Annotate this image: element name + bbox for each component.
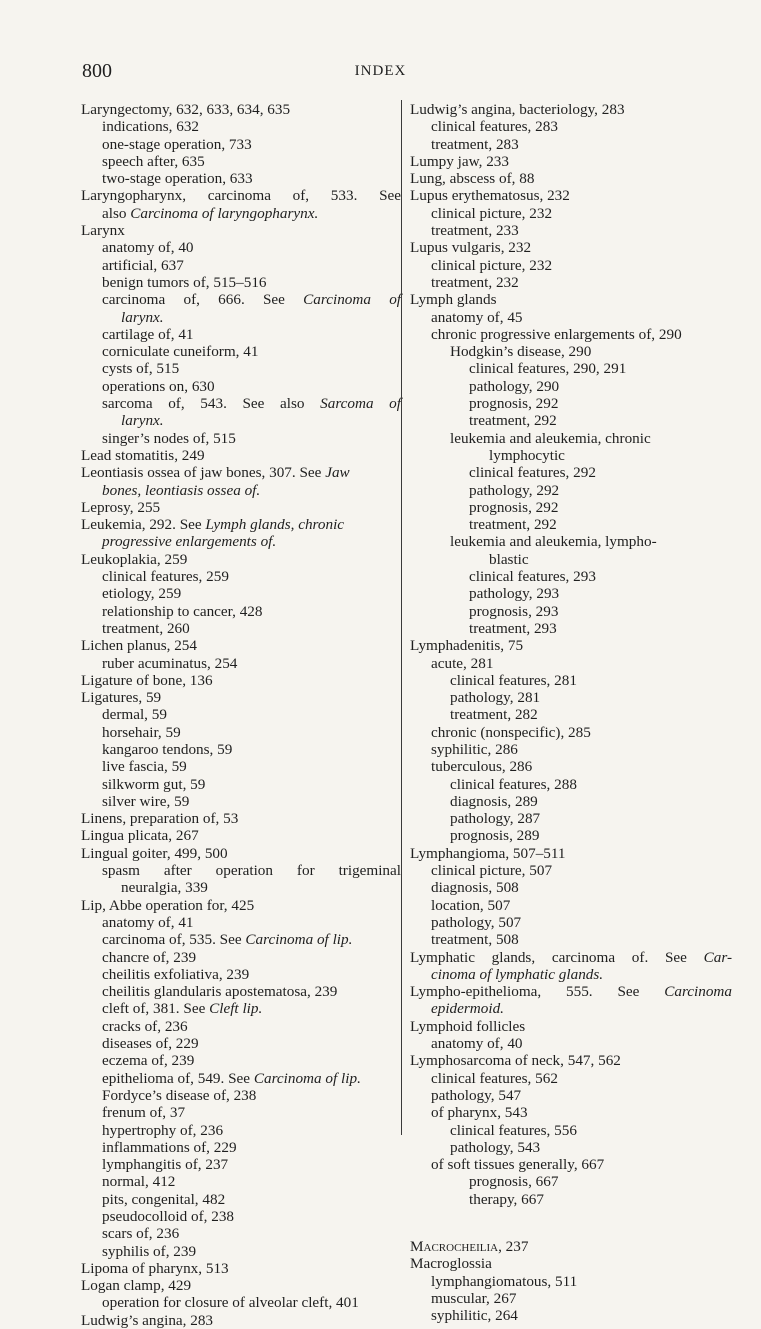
entry-text: corniculate cuneiform, 41 — [102, 343, 259, 361]
index-subentry — [81, 741, 401, 758]
entry-text: clinical features, 281 — [450, 671, 577, 689]
index-subentry — [410, 724, 732, 741]
index-subentry — [410, 897, 732, 914]
entry-text: treatment, 293 — [469, 619, 557, 637]
index-entry — [81, 499, 401, 516]
entry-text: chronic (nonspecific), 285 — [431, 723, 591, 741]
index-subentry — [410, 516, 732, 533]
entry-text: Ligatures, 59 — [81, 689, 162, 707]
entry-text: hypertrophy of, 236 — [102, 1121, 224, 1139]
index-subentry — [410, 1290, 732, 1307]
entry-text: Lupus erythematosus, 232 — [410, 187, 570, 205]
index-subentry — [410, 879, 732, 896]
index-subentry — [410, 309, 732, 326]
entry-text: neuralgia, 339 — [121, 879, 208, 897]
index-subentry — [81, 776, 401, 793]
entry-text: Lipoma of pharynx, 513 — [81, 1259, 229, 1277]
cross-reference: Lymph glands, chronic — [205, 516, 345, 534]
entry-text: clinical picture, 232 — [431, 256, 553, 274]
index-entry — [81, 222, 401, 239]
entry-text: prognosis, 293 — [469, 602, 559, 620]
index-subentry — [81, 326, 401, 343]
index-subentry — [410, 430, 732, 447]
index-subentry — [410, 966, 732, 983]
index-subentry — [81, 1139, 401, 1156]
entry-text: anatomy of, 40 — [431, 1035, 523, 1053]
entry-text: leukemia and aleukemia, chronic — [450, 429, 651, 447]
entry-text: Leprosy, 255 — [81, 498, 161, 516]
index-subentry — [410, 1122, 732, 1139]
index-subentry — [410, 222, 732, 239]
cross-reference: cinoma of lymphatic glands. — [431, 965, 604, 983]
index-subentry — [81, 274, 401, 291]
index-subentry — [410, 360, 732, 377]
entry-text: dermal, 59 — [102, 706, 167, 724]
cross-reference: larynx. — [121, 308, 164, 326]
entry-text: pathology, 281 — [450, 689, 541, 707]
index-subentry — [81, 1173, 401, 1190]
index-subentry — [81, 1052, 401, 1069]
index-column-left — [81, 101, 401, 1329]
entry-text: chancre of, 239 — [102, 948, 197, 966]
index-subentry — [410, 810, 732, 827]
index-subentry — [410, 1000, 732, 1017]
index-subentry — [81, 1294, 401, 1311]
index-entry — [81, 637, 401, 654]
index-entry — [410, 983, 732, 1000]
entry-text: Lung, abscess of, 88 — [410, 170, 535, 188]
index-subentry — [81, 1000, 401, 1017]
index-subentry — [81, 879, 401, 896]
entry-text: treatment, 283 — [431, 135, 519, 153]
index-entry — [81, 1260, 401, 1277]
entry-text: horsehair, 59 — [102, 723, 181, 741]
index-entry — [410, 1255, 732, 1272]
cross-reference: larynx. — [121, 412, 164, 430]
entry-text: indications, 632 — [102, 118, 200, 136]
entry-text: diagnosis, 508 — [431, 879, 519, 897]
entry-text: Logan clamp, 429 — [81, 1277, 192, 1295]
entry-text: blastic — [489, 550, 529, 568]
entry-text: sarcoma of, 543. See also — [102, 395, 321, 413]
entry-text: anatomy of, 41 — [102, 913, 194, 931]
index-entry — [410, 291, 732, 308]
index-subentry — [410, 1070, 732, 1087]
entry-text: clinical features, 292 — [469, 464, 596, 482]
index-subentry — [81, 430, 401, 447]
index-subentry — [410, 776, 732, 793]
cross-reference: bones, leontiasis ossea of. — [102, 481, 261, 499]
index-subentry — [410, 395, 732, 412]
index-subentry — [410, 499, 732, 516]
index-subentry — [81, 1208, 401, 1225]
entry-text: inflammations of, 229 — [102, 1138, 237, 1156]
index-entry — [81, 1277, 401, 1294]
entry-text: singer’s nodes of, 515 — [102, 429, 236, 447]
index-entry — [81, 101, 401, 118]
index-subentry — [81, 585, 401, 602]
index-entry — [410, 187, 732, 204]
entry-text: Leukemia, 292. See — [81, 516, 206, 534]
index-subentry — [81, 758, 401, 775]
cross-reference: progressive enlargements of. — [102, 533, 277, 551]
index-entry — [81, 516, 401, 533]
index-entry — [81, 464, 401, 481]
entry-text: pseudocolloid of, 238 — [102, 1208, 235, 1225]
index-subentry — [410, 1307, 732, 1324]
entry-text: clinical features, 283 — [431, 118, 558, 136]
entry-text: benign tumors of, 515–516 — [102, 273, 267, 291]
entry-text: cheilitis glandularis apostematosa, 239 — [102, 983, 338, 1001]
entry-text: syphilis of, 239 — [102, 1242, 197, 1260]
index-entry — [81, 1312, 401, 1329]
index-subentry — [81, 395, 401, 412]
running-head: INDEX — [354, 63, 407, 79]
entry-text: syphilitic, 286 — [431, 740, 518, 758]
index-subentry — [81, 309, 401, 326]
entry-text: diseases of, 229 — [102, 1035, 199, 1053]
entry-text: Leontiasis ossea of jaw bones, 307. See — [81, 464, 326, 482]
entry-text: leukemia and aleukemia, lympho- — [450, 533, 657, 551]
index-subentry — [81, 343, 401, 360]
index-subentry — [81, 1191, 401, 1208]
entry-text: speech after, 635 — [102, 152, 205, 170]
entry-text: treatment, 282 — [450, 706, 538, 724]
entry-text: pits, congenital, 482 — [102, 1190, 226, 1208]
index-entry — [410, 1018, 732, 1035]
index-subentry — [81, 966, 401, 983]
entry-text: operations on, 630 — [102, 377, 215, 395]
entry-text: Larynx — [81, 222, 125, 240]
entry-text: of soft tissues generally, 667 — [431, 1156, 605, 1174]
entry-text: cartilage of, 41 — [102, 325, 194, 343]
entry-text: one-stage operation, 733 — [102, 135, 252, 153]
index-subentry — [410, 378, 732, 395]
index-subentry — [410, 447, 732, 464]
index-subentry — [410, 257, 732, 274]
entry-text: pathology, 287 — [450, 810, 541, 828]
entry-text: Lingua plicata, 267 — [81, 827, 199, 845]
index-subentry — [81, 1018, 401, 1035]
entry-text: carcinoma of, 666. See — [102, 291, 304, 309]
index-subentry — [410, 274, 732, 291]
index-entry — [410, 170, 732, 187]
entry-text: Leukoplakia, 259 — [81, 550, 188, 568]
entry-text: treatment, 260 — [102, 619, 190, 637]
index-subentry — [410, 551, 732, 568]
small-caps-heading: Macrocheilia — [410, 1238, 499, 1255]
index-subentry — [410, 205, 732, 222]
index-subentry — [81, 1243, 401, 1260]
index-subentry — [410, 706, 732, 723]
index-subentry — [410, 603, 732, 620]
index-subentry — [81, 949, 401, 966]
index-column-right — [410, 101, 732, 1324]
index-entry — [410, 101, 732, 118]
index-subentry — [410, 343, 732, 360]
index-subentry — [410, 655, 732, 672]
index-subentry — [81, 568, 401, 585]
cross-reference: Carcinoma of — [303, 291, 402, 309]
entry-text: lymphangiomatous, 511 — [431, 1272, 578, 1290]
entry-text: prognosis, 292 — [469, 395, 559, 413]
index-entry — [81, 672, 401, 689]
entry-text: pathology, 507 — [431, 913, 522, 931]
index-subentry — [81, 1070, 401, 1087]
entry-text: treatment, 233 — [431, 222, 519, 240]
entry-text: pathology, 543 — [450, 1138, 541, 1156]
entry-text: clinical features, 293 — [469, 568, 596, 586]
entry-text: kangaroo tendons, 59 — [102, 740, 233, 758]
entry-text: prognosis, 667 — [469, 1173, 559, 1191]
entry-text: eczema of, 239 — [102, 1052, 195, 1070]
cross-reference: Cleft lip. — [209, 1000, 263, 1018]
cross-reference: Carcinoma of lip. — [253, 1069, 361, 1087]
entry-text: Lympho-epithelioma, 555. See — [410, 983, 665, 1001]
index-subentry — [410, 793, 732, 810]
entry-text: Lymphosarcoma of neck, 547, 562 — [410, 1052, 621, 1070]
index-entry — [410, 153, 732, 170]
entry-text: scars of, 236 — [102, 1225, 180, 1243]
entry-text: clinical picture, 232 — [431, 204, 553, 222]
section-gap — [410, 1208, 732, 1238]
index-entry — [81, 810, 401, 827]
index-subentry — [81, 1122, 401, 1139]
index-subentry — [81, 706, 401, 723]
index-subentry — [410, 672, 732, 689]
page-header — [0, 60, 761, 84]
cross-reference: Carcinoma of lip. — [245, 931, 353, 949]
index-subentry — [81, 257, 401, 274]
index-subentry — [81, 118, 401, 135]
entry-text: frenum of, 37 — [102, 1104, 186, 1122]
index-subentry — [410, 1104, 732, 1121]
entry-text: Lichen planus, 254 — [81, 637, 197, 655]
index-subentry — [81, 136, 401, 153]
entry-text: cleft of, 381. See — [102, 1000, 210, 1018]
index-subentry — [410, 1035, 732, 1052]
entry-text: Lingual goiter, 499, 500 — [81, 844, 228, 862]
entry-text: acute, 281 — [431, 654, 494, 672]
entry-text: pathology, 292 — [469, 481, 560, 499]
index-entry — [81, 827, 401, 844]
entry-text: spasm after operation for trigeminal — [102, 862, 401, 880]
entry-text: Lupus vulgaris, 232 — [410, 239, 532, 257]
index-subentry — [410, 1139, 732, 1156]
entry-text: pathology, 290 — [469, 377, 560, 395]
cross-reference: epidermoid. — [431, 1000, 504, 1018]
index-subentry — [81, 482, 401, 499]
index-subentry — [81, 655, 401, 672]
index-subentry — [81, 1225, 401, 1242]
entry-text: tuberculous, 286 — [431, 758, 533, 776]
index-subentry — [410, 412, 732, 429]
entry-text: Lead stomatitis, 249 — [81, 446, 205, 464]
entry-text: Linens, preparation of, 53 — [81, 810, 239, 828]
entry-text: ruber acuminatus, 254 — [102, 654, 238, 672]
entry-text: Lymphangioma, 507–511 — [410, 844, 566, 862]
index-subentry — [81, 378, 401, 395]
entry-text: location, 507 — [431, 896, 511, 914]
entry-text: etiology, 259 — [102, 585, 182, 603]
index-subentry — [410, 620, 732, 637]
index-subentry — [81, 620, 401, 637]
index-subentry — [81, 931, 401, 948]
entry-text: chronic progressive enlargements of, 290 — [431, 325, 682, 343]
entry-text: of pharynx, 543 — [431, 1104, 528, 1122]
index-subentry — [410, 689, 732, 706]
index-entry — [410, 1052, 732, 1069]
index-subentry — [81, 533, 401, 550]
entry-text: prognosis, 292 — [469, 498, 559, 516]
index-subentry — [410, 136, 732, 153]
index-subentry — [81, 170, 401, 187]
entry-text: clinical features, 562 — [431, 1069, 558, 1087]
entry-text: treatment, 292 — [469, 516, 557, 534]
entry-text: epithelioma of, 549. See — [102, 1069, 254, 1087]
entry-text: silver wire, 59 — [102, 792, 190, 810]
index-subentry — [410, 914, 732, 931]
index-entry — [410, 845, 732, 862]
entry-text: Laryngopharynx, carcinoma of, 533. See — [81, 187, 401, 205]
entry-text: treatment, 508 — [431, 931, 519, 949]
entry-text: artificial, 637 — [102, 256, 184, 274]
index-subentry — [81, 1087, 401, 1104]
index-subentry — [81, 1104, 401, 1121]
index-subentry — [410, 862, 732, 879]
index-subentry — [81, 239, 401, 256]
index-subentry — [410, 326, 732, 343]
index-subentry — [81, 862, 401, 879]
entry-text: prognosis, 289 — [450, 827, 540, 845]
entry-text: Lymphoid follicles — [410, 1017, 526, 1035]
entry-text: two-stage operation, 633 — [102, 170, 253, 188]
entry-text: clinical features, 290, 291 — [469, 360, 627, 378]
entry-text: normal, 412 — [102, 1173, 176, 1191]
entry-text: Lymph glands — [410, 291, 497, 309]
entry-text: cracks of, 236 — [102, 1017, 188, 1035]
cross-reference: Carcinoma of laryngopharynx. — [130, 204, 319, 222]
entry-text: cysts of, 515 — [102, 360, 180, 378]
cross-reference: Car- — [703, 948, 732, 966]
entry-text: Hodgkin’s disease, 290 — [450, 343, 592, 361]
entry-text: , 237 — [498, 1238, 529, 1255]
entry-text: Ludwig’s angina, 283 — [81, 1311, 214, 1329]
entry-text: muscular, 267 — [431, 1289, 517, 1307]
index-subentry — [81, 914, 401, 931]
index-subentry — [410, 118, 732, 135]
index-subentry — [81, 360, 401, 377]
entry-text: clinical features, 259 — [102, 568, 229, 586]
entry-text: Lip, Abbe operation for, 425 — [81, 896, 255, 914]
entry-text: anatomy of, 45 — [431, 308, 523, 326]
entry-text: clinical features, 288 — [450, 775, 577, 793]
index-entry — [410, 949, 732, 966]
entry-text: anatomy of, 40 — [102, 239, 194, 257]
entry-text: relationship to cancer, 428 — [102, 602, 263, 620]
entry-text: cheilitis exfoliativa, 239 — [102, 965, 250, 983]
index-subentry — [410, 827, 732, 844]
column-divider — [401, 100, 402, 1135]
entry-text: lymphocytic — [489, 446, 565, 464]
entry-text: Lymphadenitis, 75 — [410, 637, 524, 655]
index-subentry — [81, 153, 401, 170]
index-subentry — [81, 1035, 401, 1052]
index-subentry — [410, 741, 732, 758]
entry-text: clinical features, 556 — [450, 1121, 577, 1139]
entry-text: silkworm gut, 59 — [102, 775, 206, 793]
index-subentry — [81, 983, 401, 1000]
index-subentry — [410, 1191, 732, 1208]
entry-text: diagnosis, 289 — [450, 792, 538, 810]
entry-text: live fascia, 59 — [102, 758, 187, 776]
index-subentry — [410, 568, 732, 585]
entry-text: Ludwig’s angina, bacteriology, 283 — [410, 101, 625, 118]
cross-reference: Sarcoma of — [320, 395, 401, 413]
index-subentry — [410, 1087, 732, 1104]
page-number: 800 — [82, 60, 112, 82]
entry-text: treatment, 232 — [431, 273, 519, 291]
entry-text: Macroglossia — [410, 1255, 492, 1273]
index-entry — [81, 551, 401, 568]
index-subentry — [81, 724, 401, 741]
index-entry — [410, 239, 732, 256]
entry-text: Fordyce’s disease of, 238 — [102, 1086, 257, 1104]
index-entry — [81, 897, 401, 914]
entry-text: carcinoma of, 535. See — [102, 931, 246, 949]
entry-text: Ligature of bone, 136 — [81, 671, 213, 689]
entry-text: lymphangitis of, 237 — [102, 1156, 229, 1174]
entry-text: Lumpy jaw, 233 — [410, 152, 509, 170]
index-subentry — [410, 464, 732, 481]
index-subentry — [410, 585, 732, 602]
index-subentry — [410, 533, 732, 550]
index-entry — [81, 689, 401, 706]
index-subentry — [410, 758, 732, 775]
index-subentry — [410, 1156, 732, 1173]
entry-text: treatment, 292 — [469, 412, 557, 430]
cross-reference: Carcinoma — [664, 983, 732, 1001]
cross-reference: Jaw — [325, 464, 350, 482]
entry-text: clinical picture, 507 — [431, 862, 553, 880]
index-entry — [410, 637, 732, 654]
entry-text: pathology, 293 — [469, 585, 560, 603]
entry-text: also — [102, 204, 131, 222]
entry-text: syphilitic, 264 — [431, 1307, 518, 1325]
index-subentry — [81, 205, 401, 222]
index-subentry — [81, 412, 401, 429]
index-entry — [81, 447, 401, 464]
index-entry — [81, 845, 401, 862]
index-subentry — [410, 931, 732, 948]
index-entry — [81, 187, 401, 204]
index-subentry — [81, 793, 401, 810]
index-subentry — [81, 1156, 401, 1173]
index-subentry — [410, 1273, 732, 1290]
index-subentry — [410, 1173, 732, 1190]
entry-text: Lymphatic glands, carcinoma of. See — [410, 948, 704, 966]
entry-text: pathology, 547 — [431, 1086, 522, 1104]
entry-text: operation for closure of alveolar cleft, 401 — [102, 1294, 359, 1312]
entry-text: therapy, 667 — [469, 1190, 544, 1208]
entry-text: Laryngectomy, 632, 633, 634, 635 — [81, 101, 291, 118]
index-subentry — [410, 482, 732, 499]
index-subentry — [81, 291, 401, 308]
index-subentry — [81, 603, 401, 620]
